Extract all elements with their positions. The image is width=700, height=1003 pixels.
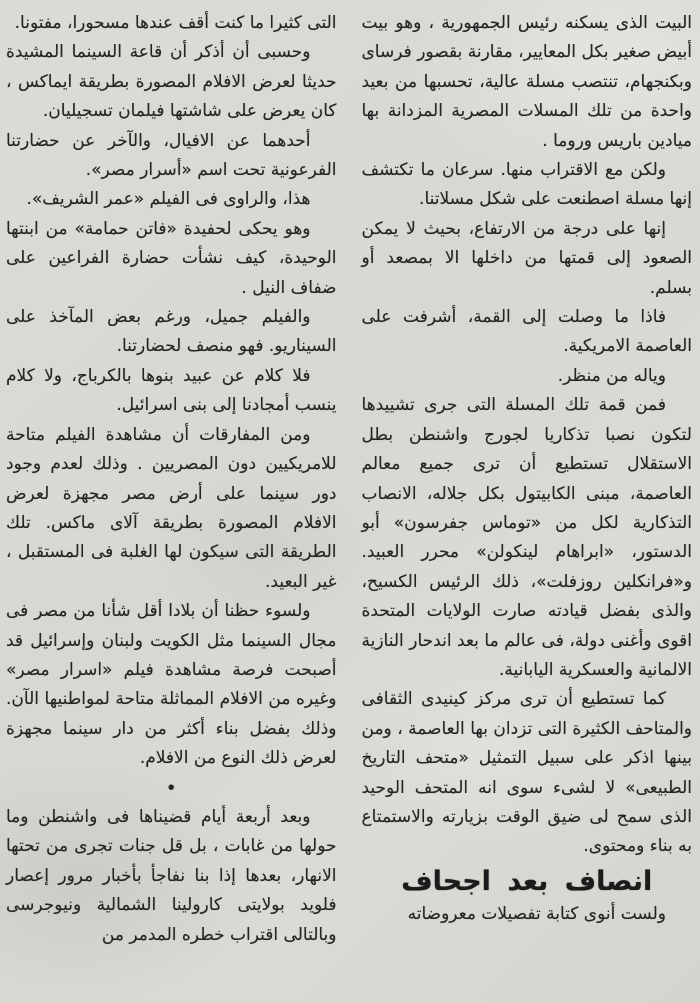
article-paragraph: ولست أنوى كتابة تفصيلات معروضاته [407, 903, 666, 924]
article-paragraph: التى كثيرا ما كنت أقف عندها مسحورا، مفتونا. [14, 13, 337, 33]
article-paragraph: وهو يحكى لحفيدة «فاتن حمامة» من ابنتها الوحيدة، كيف نشأت حضارة الفراعين على ضفاف النيل . [6, 218, 337, 298]
article-paragraph: ولسوء حظنا أن بلادا أقل شأنا من مصر فى مجال السينما مثل الكويت ولبنان وإسرائيل قد أصبحت فرصة مشاهدة فيلم «اسرار مصر» وغيره من الافلام المماثلة متاحة لمواطنيها الآن. وذلك بفضل بناء أكثر من دار سينما مجهزة لعرض ذلك النوع من الافلام. [6, 601, 337, 769]
article-paragraph: وياله من منظر. [557, 365, 666, 386]
article-paragraph: فلا كلام عن عبيد بنوها بالكرباج، ولا كلام ينسب أمجادنا إلى بنى اسرائيل. [6, 365, 337, 416]
article-paragraph: أحدهما عن الافيال، والآخر عن حضارتنا الفرعونية تحت اسم «أسرار مصر». [6, 130, 337, 181]
article-paragraph: ومن المفارقات أن مشاهدة الفيلم متاحة للامريكيين دون المصريين . وذلك لعدم وجود دور سينما على أرض مصر مجهزة لعرض الافلام المصورة بطريقة آلاى ماكس. تلك الطريقة التى سيكون لها الغلبة فى المستقبل ، غير البعيد. [6, 424, 337, 592]
article-paragraph: وحسبى أن أذكر أن قاعة السينما المشيدة حديثا لعرض الافلام المصورة بطريقة ايماكس ، كان يعرض على شاشتها فيلمان تسجيليان. [6, 42, 337, 122]
article-paragraph: كما تستطيع أن ترى مركز كينيدى الثقافى والمتاحف الكثيرة التى تزدان بها العاصمة ، ومن بينها اذكر على سبيل التمثيل «متحف التاريخ الطبيعى» لا لشىء سوى انه المتحف الوحيد الذى سمح لى ضيق الوقت بزيارته والاستمتاع به بناء ومحتوى. [361, 689, 692, 857]
article-paragraph: ولكن مع الاقتراب منها. سرعان ما تكتشف إنها مسلة اصطنعت على شكل مسلاتنا. [361, 160, 692, 210]
article-paragraph: البيت الذى يسكنه رئيس الجمهورية ، وهو بيت أبيض صغير بكل المعايير، مقارنة بقصور فرساى وبكنجهام، تنتصب مسلة عالية، تحسبها من بعيد واحدة من تلك المسلات المصرية المزدانة بها ميادين باريس وروما . [361, 13, 692, 151]
paragraph-separator-dot: • [166, 778, 177, 797]
article-paragraph: فمن قمة تلك المسلة التى جرى تشييدها لتكون نصبا تذكاريا لجورج واشنطن بطل الاستقلال تستطيع أن ترى جميع معالم العاصمة، مبنى الكابيتول بكل جلاله، الانصاب التذكارية لكل من «توماس جفرسون» أبو الدستور، «ابراهام لينكولن» محرر العبيد. و«فرانكلين روزفلت»، ذلك الرئيس الكسيح، والذى بفضل قيادته صارت الولايات المتحدة اقوى وأغنى دولة، فى عالم ما بعد اندحار النازية الالمانية والعسكرية اليابانية. [361, 395, 692, 680]
article-paragraph: هذا، والراوى فى الفيلم «عمر الشريف». [26, 189, 311, 210]
article-paragraph: فاذا ما وصلت إلى القمة، أشرفت على العاصمة الامريكية. [361, 307, 692, 357]
section-heading: انصاف بعد اجحاف [401, 865, 653, 897]
article-paragraph: والفيلم جميل، ورغم بعض المآخذ على السيناريو. فهو منصف لحضارتنا. [6, 307, 337, 357]
article-columns [6, 9, 692, 1003]
article-paragraph: وبعد أربعة أيام قضيناها فى واشنطن وما حولها من غابات ، بل قل جنات تجرى من تحتها الانهار، بعدها إذا بنا نفاجأ بأخبار مرور إعصار فلويد بولايتى كارولينا الشمالية ونيوجرسى وبالتالى اقتراب خطره المدمر من [6, 806, 337, 945]
article-paragraph: إنها على درجة من الارتفاع، بحيث لا يمكن الصعود إلى قمتها من داخلها الا بمصعد أو بسلم. [361, 218, 692, 298]
article-column-left [6, 9, 337, 1003]
article-column-right [362, 9, 693, 1003]
